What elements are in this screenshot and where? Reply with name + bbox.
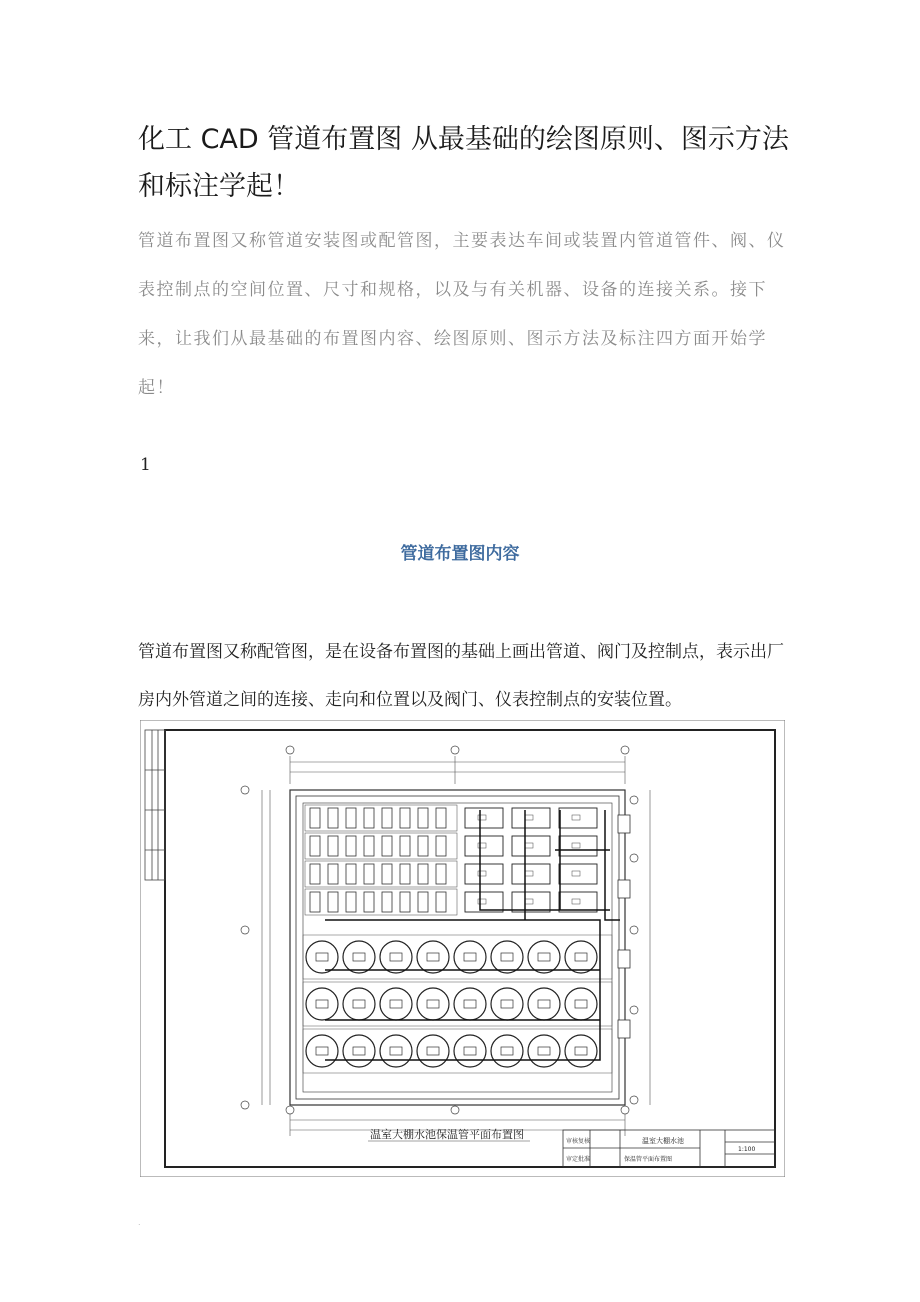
equipment-box bbox=[465, 864, 503, 884]
title-block-left-label: 审核复核 bbox=[566, 1138, 591, 1145]
cad-drawing bbox=[140, 720, 785, 1177]
equipment-box bbox=[512, 864, 550, 884]
equipment-box bbox=[559, 864, 597, 884]
equipment-box bbox=[512, 892, 550, 912]
drawing-caption: 温室大棚水池保温管平面布置图 bbox=[370, 1128, 524, 1141]
title-block-left-label: 审定批准 bbox=[566, 1156, 591, 1163]
equipment-box bbox=[512, 808, 550, 828]
section-body: 管道布置图又称配管图，是在设备布置图的基础上画出管道、阀门及控制点，表示出厂房内外管道之间的连接、走向和位置以及阀门、仪表控制点的安装位置。 bbox=[138, 642, 784, 710]
equipment-box bbox=[465, 836, 503, 856]
title-block-project: 温室大棚水池 bbox=[642, 1137, 684, 1145]
equipment-box bbox=[559, 836, 597, 856]
equipment-box bbox=[465, 808, 503, 828]
article-title: 化工 CAD 管道布置图 从最基础的绘图原则、图示方法和标注学起！ bbox=[138, 124, 789, 202]
title-block-drawing-name: 保温管平面布置图 bbox=[624, 1156, 673, 1163]
foot-mark: . bbox=[138, 1218, 141, 1227]
title-block-scale: 1:100 bbox=[738, 1146, 756, 1153]
equipment-box bbox=[512, 836, 550, 856]
equipment-box bbox=[559, 808, 597, 828]
section-title: 管道布置图内容 bbox=[400, 544, 520, 564]
equipment-box bbox=[559, 892, 597, 912]
section-number: 1 bbox=[140, 455, 151, 475]
cad-figure bbox=[140, 720, 785, 1177]
equipment-box bbox=[465, 892, 503, 912]
article-intro: 管道布置图又称管道安装图或配管图，主要表达车间或装置内管道管件、阀、仪表控制点的空间位置、尺寸和规格，以及与有关机器、设备的连接关系。接下来，让我们从最基础的布置图内容、绘图原则、图示方法及标注四方面开始学起！ bbox=[138, 231, 786, 398]
